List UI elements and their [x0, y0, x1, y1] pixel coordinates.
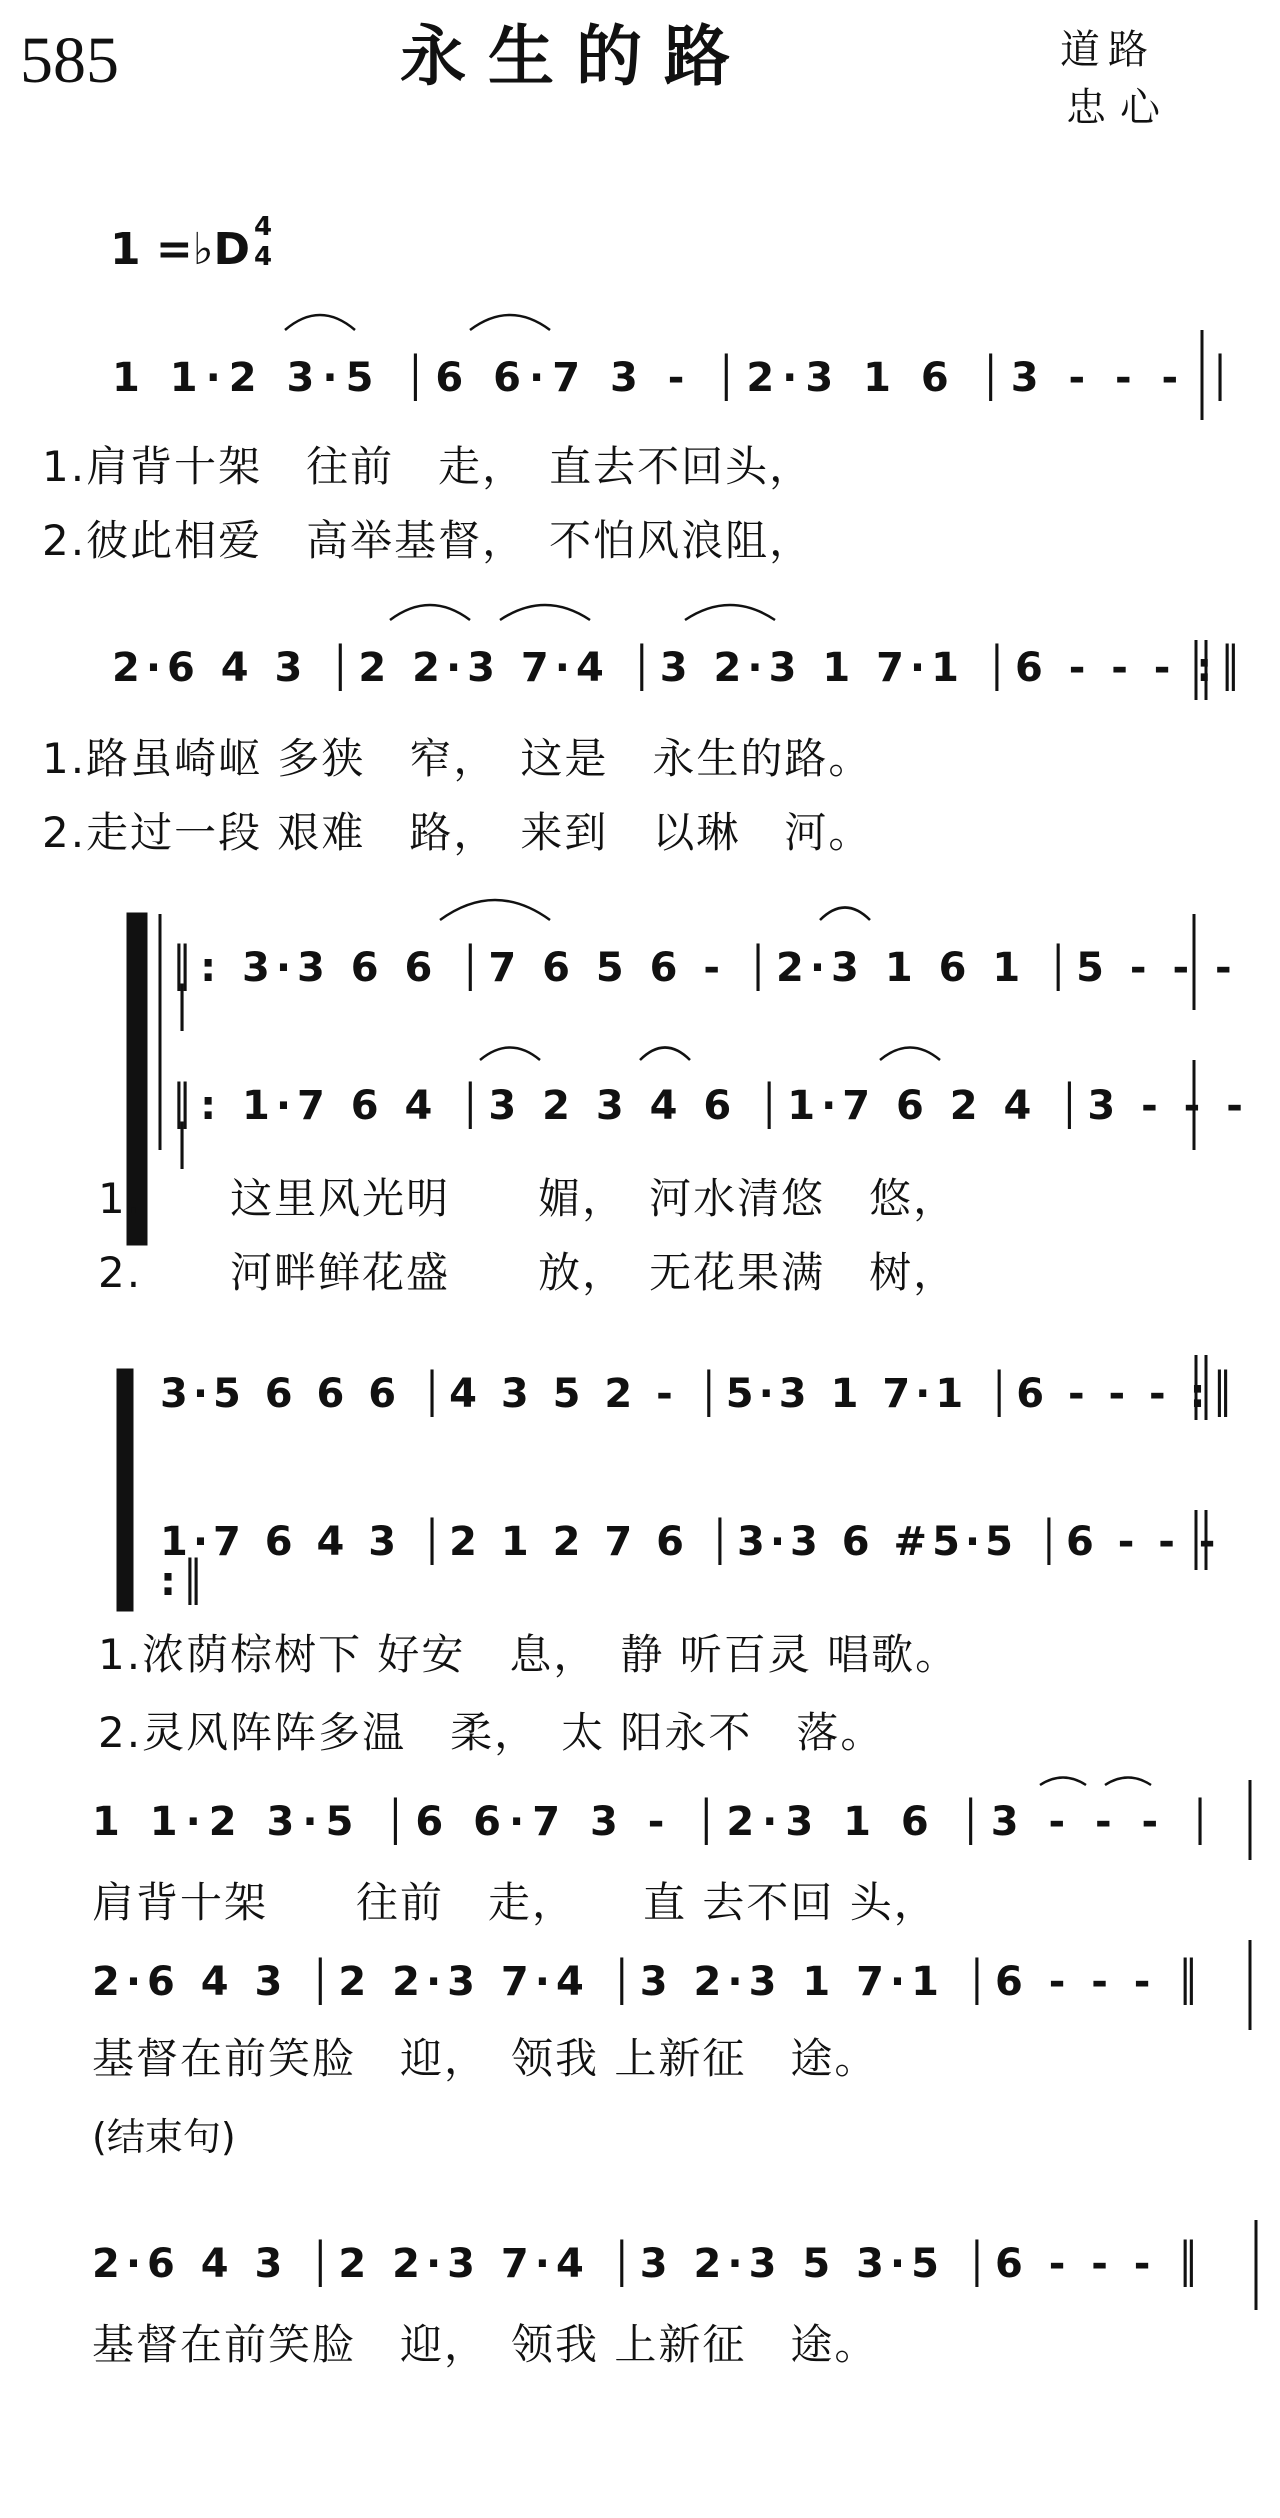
notation-line-4: ║: 1·7 6 4 │3 2 3 4 6 │1·7 6 2 4 │3 - - - │	[170, 1083, 1249, 1169]
lyric-line-5: 1. 这里风光明 媚， 河水清悠 悠，	[98, 1174, 958, 1223]
lyric-line-7: 1.浓荫棕树下 好安 息， 静 听百灵 唱歌。	[98, 1630, 960, 1679]
notation-line-2: 2·6 4 3 │2 2·3 7·4 │3 2·3 1 7·1 │6 - - - :║	[112, 645, 1249, 691]
notation-line-6: 1·7 6 4 3 │2 1 2 7 6 │3·3 6 #5·5 │6 - - - :║	[160, 1519, 1221, 1605]
lyric-line-1: 1.肩背十架 往前 走， 直去不回头，	[42, 442, 814, 491]
notation-line-3: ║: 3·3 6 6 │7 6 5 6 - │2·3 1 6 1 │5 - - - │	[170, 945, 1238, 1031]
notation-line-9: 2·6 4 3 │2 2·3 7·4 │3 2·3 5 3·5 │6 - - - ║	[92, 2241, 1207, 2287]
lyricist-name: 道路	[1060, 27, 1156, 73]
lyric-line-10: 基督在前笑脸 迎， 领我 上新征 途。	[92, 2034, 879, 2083]
ending-label: (结束句)	[92, 2115, 236, 2159]
key-signature: 1 =♭D	[110, 224, 251, 275]
lyric-line-4: 2.走过一段 艰难 路， 来到 以琳 河。	[42, 808, 873, 857]
lyric-line-2: 2.彼此相爱 高举基督， 不怕风浪阻，	[42, 516, 814, 565]
notation-line-1: 1 1·2 3·5 │6 6·7 3 - │2·3 1 6 │3 - - - │	[112, 355, 1241, 401]
lyric-line-9: 肩背十架 往前 走， 直 去不回 头，	[92, 1878, 938, 1927]
time-signature-top: 4	[254, 212, 273, 242]
lyric-line-6: 2. 河畔鲜花盛 放， 无花果满 树，	[98, 1248, 958, 1297]
hymn-number: 585	[20, 24, 119, 97]
notation-line-8: 2·6 4 3 │2 2·3 7·4 │3 2·3 1 7·1 │6 - - - ║	[92, 1959, 1207, 2005]
lyric-line-11: 基督在前笑脸 迎， 领我 上新征 途。	[92, 2320, 879, 2369]
time-signature-bottom: 4	[254, 242, 273, 272]
lyric-line-3: 1.路虽崎岖 多狭 窄， 这是 永生的路。	[42, 734, 873, 783]
notation-line-7: 1 1·2 3·5 │6 6·7 3 - │2·3 1 6 │3 - - - │	[92, 1799, 1221, 1845]
lyric-line-8: 2.灵风阵阵多温 柔， 太 阳永不 落。	[98, 1708, 885, 1757]
composer-name: 忠心	[1066, 85, 1174, 131]
notation-line-5: 3·5 6 6 6 │4 3 5 2 - │5·3 1 7·1 │6 - - - :║	[160, 1371, 1240, 1417]
page-title: 永生的路	[400, 18, 752, 95]
